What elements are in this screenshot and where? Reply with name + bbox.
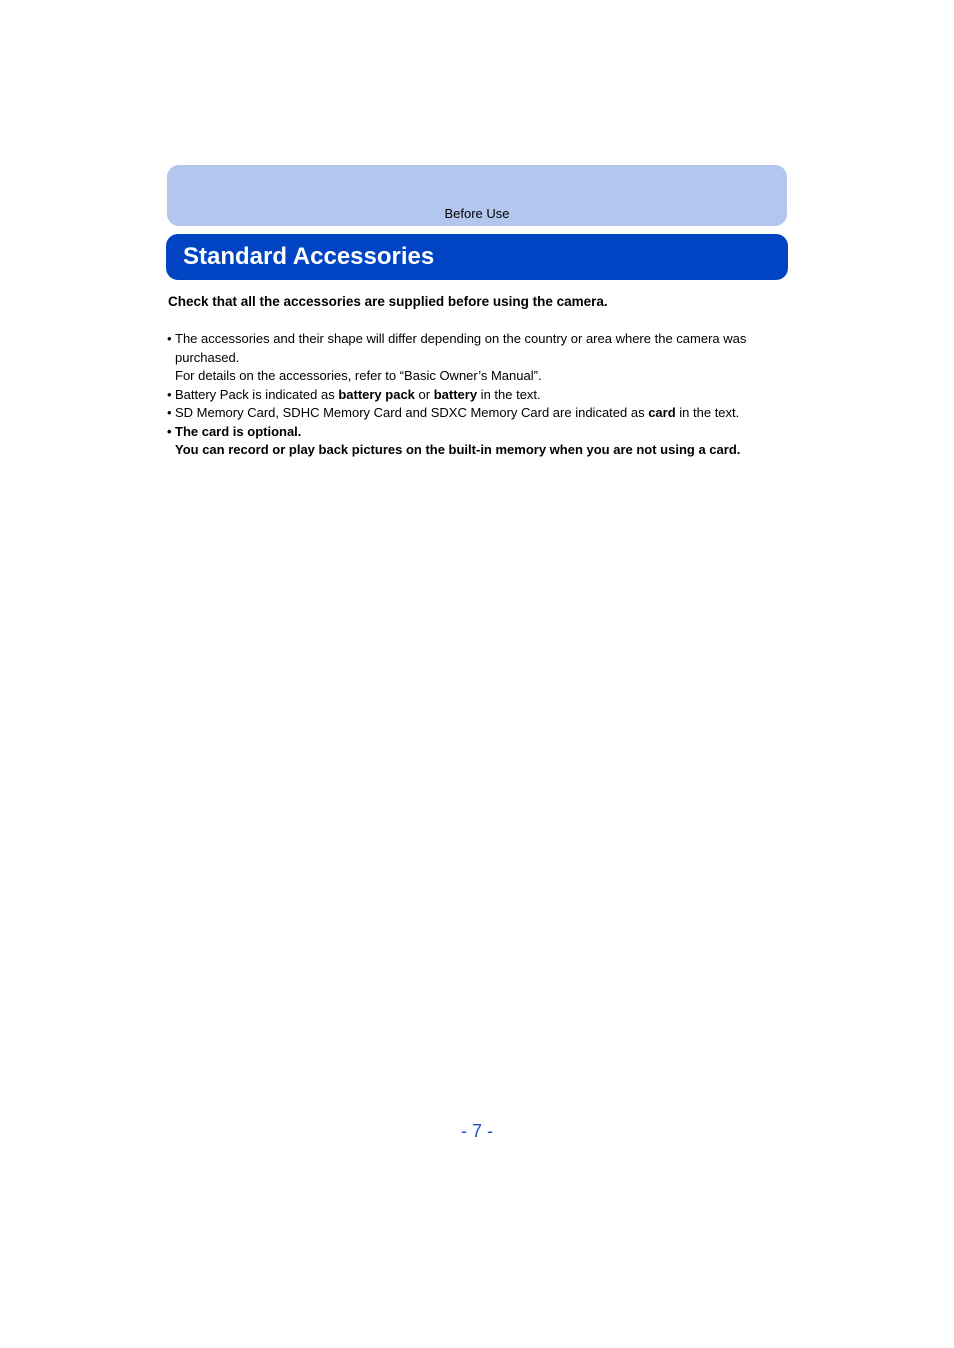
list-item-text: Battery Pack is indicated as [175, 386, 339, 402]
list-item [167, 330, 792, 349]
list-item-text: The card is optional. [175, 423, 302, 439]
bullet-icon: • [167, 331, 172, 346]
page-title: Standard Accessories [183, 243, 435, 270]
lead-text: Check that all the accessories are supplied before using the camera. [168, 294, 608, 309]
section-tab [167, 165, 787, 226]
list-item-text: purchased. [175, 349, 240, 365]
list-item-text: or [414, 386, 434, 402]
list-item [167, 423, 792, 442]
list-item [167, 386, 792, 405]
list-item-text: You can record or play back pictures on the built-in memory when you are not using a card. [175, 442, 741, 457]
bold-term: battery pack [338, 386, 415, 402]
bullet-icon: • [167, 386, 172, 402]
bold-term: battery [433, 386, 478, 402]
bullet-icon: • [167, 405, 172, 420]
list-item-text: SD Memory Card, SDHC Memory Card and SDXC Memory Card are indicated as [175, 405, 649, 420]
bullet-icon: • [167, 423, 172, 439]
list-item-text: For details on the accessories, refer to “Basic Owner’s Manual”. [175, 368, 542, 383]
bullet-list [167, 330, 792, 460]
list-item-continuation [167, 349, 792, 368]
list-item-text: in the text. [477, 386, 541, 402]
bold-term: card [648, 405, 676, 420]
list-item-continuation [167, 367, 792, 386]
section-label: Before Use [444, 206, 510, 221]
list-item [167, 404, 792, 423]
list-item-text: in the text. [675, 405, 740, 420]
list-item-text: The accessories and their shape will differ depending on the country or area where the camera was [175, 331, 747, 346]
title-bar [166, 234, 788, 280]
page-number: - 7 - [460, 1121, 493, 1141]
list-item-continuation [167, 441, 792, 460]
